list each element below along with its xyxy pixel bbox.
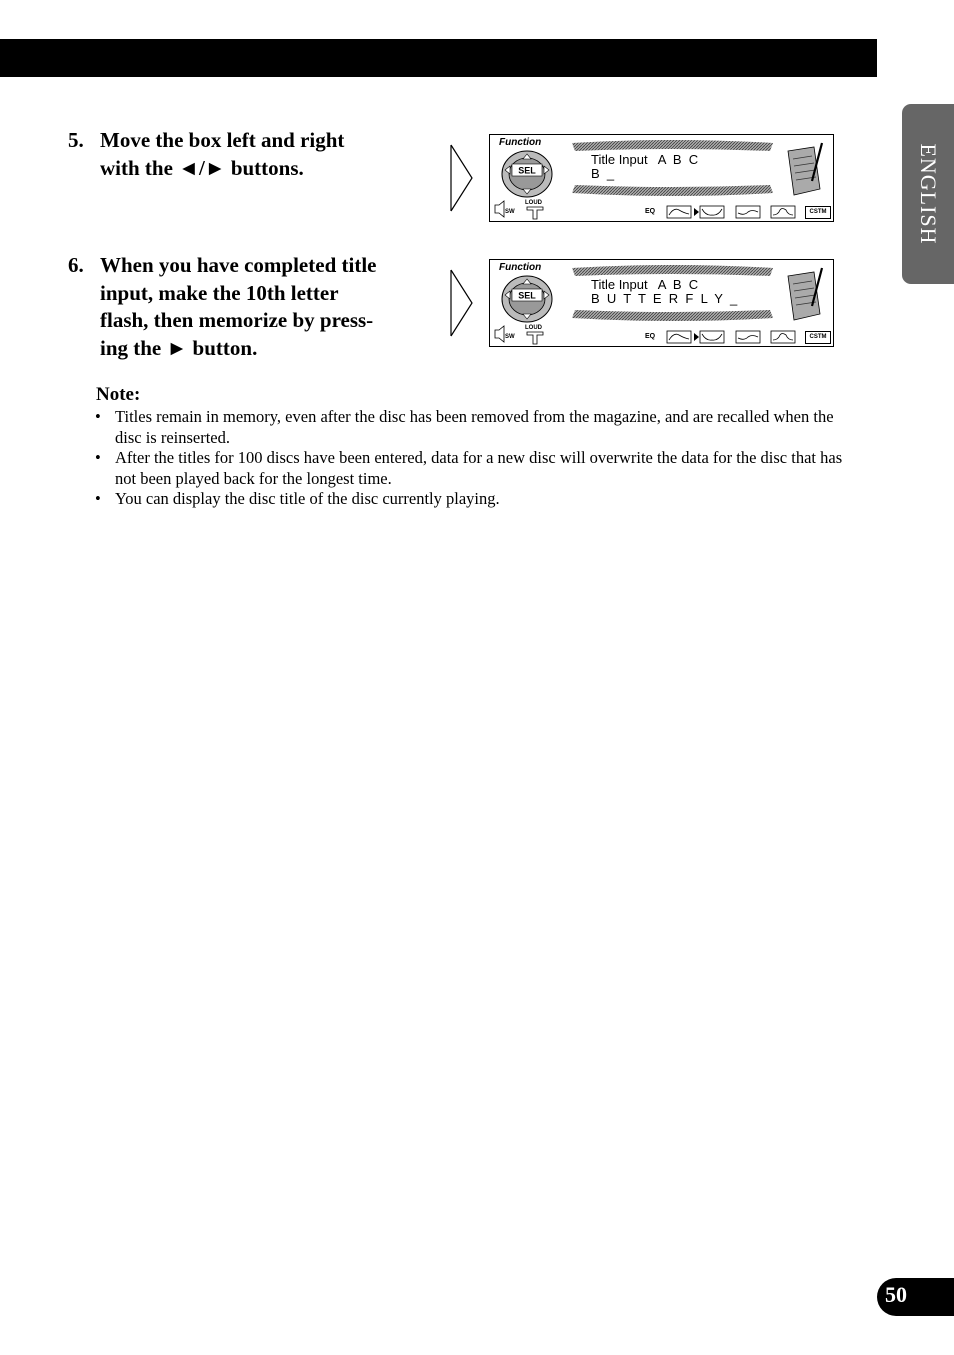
loud-label: LOUD xyxy=(525,200,542,206)
eq-label: EQ xyxy=(645,208,656,215)
speaker-sw-icon xyxy=(493,324,519,344)
sel-joystick-icon xyxy=(500,149,554,199)
function-label: Function xyxy=(499,262,542,273)
list-item xyxy=(95,448,855,489)
step-number: 5. xyxy=(68,128,84,152)
lcd-display-step5 xyxy=(489,134,834,222)
loud-label: LOUD xyxy=(525,325,542,331)
lcd-display-step6 xyxy=(489,259,834,347)
bullet-icon: • xyxy=(95,489,101,508)
loud-icon xyxy=(524,198,546,220)
language-tab-label: ENGLISH xyxy=(916,143,941,245)
note-list xyxy=(95,407,855,510)
sw-label: SW xyxy=(505,209,515,215)
notepad-icon xyxy=(784,266,826,322)
step-5 xyxy=(68,127,428,187)
sw-label: SW xyxy=(505,334,515,340)
eq-curve-icons xyxy=(666,329,801,345)
step-text: Move the box left and right with the ◄/► buttons. xyxy=(100,128,345,180)
page-number: 50 xyxy=(885,1282,907,1307)
sel-label: SEL xyxy=(518,165,536,176)
cstm-label: CSTM xyxy=(805,206,831,219)
speaker-sw-icon xyxy=(493,199,519,219)
header-bar xyxy=(0,39,877,77)
note-text: Titles remain in memory, even after the disc has been removed from the magazine, and are recalled when the disc is reinserted. xyxy=(115,407,834,447)
eq-label: EQ xyxy=(645,333,656,340)
note-text: After the titles for 100 discs have been entered, data for a new disc will overwrite the data for the disc that has not been played back for the longest time. xyxy=(115,448,843,488)
display-line-2: B _ xyxy=(591,166,615,181)
sel-label: SEL xyxy=(518,290,536,301)
display-line-1: Title Input A B C xyxy=(591,277,699,292)
loud-icon xyxy=(524,323,546,345)
pointer-arrow-icon xyxy=(449,268,475,338)
step-text: When you have completed title input, make the 10th letter flash, then memorize by press- ing the ► button. xyxy=(100,253,377,360)
note-text: You can display the disc title of the disc currently playing. xyxy=(115,489,500,508)
list-item xyxy=(95,489,855,510)
bullet-icon: • xyxy=(95,407,101,426)
pointer-arrow-icon xyxy=(449,143,475,213)
step-6 xyxy=(68,252,448,367)
eq-curve-icons xyxy=(666,204,801,220)
display-line-2: B U T T E R F L Y _ xyxy=(591,291,738,306)
bullet-icon: • xyxy=(95,448,101,467)
cstm-label: CSTM xyxy=(805,331,831,344)
list-item xyxy=(95,407,855,448)
page-number-badge xyxy=(877,1278,954,1316)
sel-joystick-icon xyxy=(500,274,554,324)
display-line-1: Title Input A B C xyxy=(591,152,699,167)
language-tab xyxy=(902,104,954,284)
note-title: Note: xyxy=(96,384,141,405)
function-label: Function xyxy=(499,137,542,148)
step-number: 6. xyxy=(68,253,84,277)
notepad-icon xyxy=(784,141,826,197)
